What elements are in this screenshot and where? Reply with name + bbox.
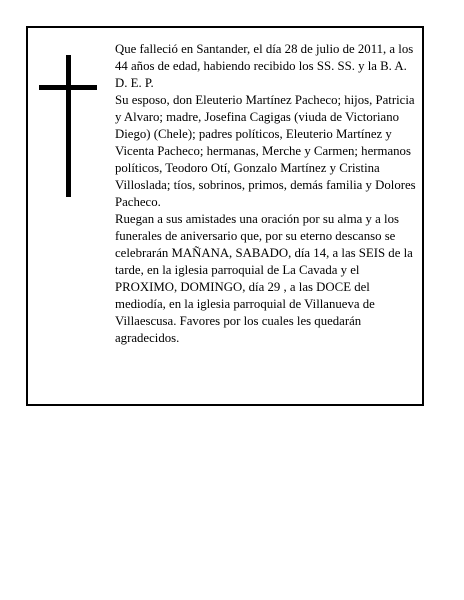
cross-icon: [39, 55, 97, 197]
obituary-notice: [26, 26, 424, 406]
notice-dep: D. E. P.: [115, 76, 154, 90]
notice-opening: Que falleció en Santander, el día 28 de julio de 2011, a los 44 años de edad, habiendo recibido los SS. SS. y la B. A.: [115, 42, 414, 73]
cross-vertical-bar: [66, 55, 71, 197]
cross-horizontal-bar: [39, 85, 97, 90]
notice-family: Su esposo, don Eleuterio Martínez Pacheco; hijos, Patricia y Alvaro; madre, Josefina Cagigas (viuda de Victoriano Diego) (Chele); padres políticos, Eleuterio Martínez y Vicenta Pacheco; hermanas, Merche y Carmen; hermanos políticos, Teodoro Otí, Gonzalo Martínez y Cristina Villoslada; tíos, sobrinos, primos, demás familia y Dolores Pacheco.: [115, 93, 416, 209]
notice-request: Ruegan a sus amistades una oración por su alma y a los funerales de aniversario que, por su eterno descanso se celebrarán MAÑANA, SABADO, día 14, a las SEIS de la tarde, en la iglesia parroquial de La Cavada y el PROXIMO, DOMINGO, día 29 , a las DOCE del mediodía, en la iglesia parroquial de Villanueva de Villaescusa. Favores por los cuales les quedarán agradecidos.: [115, 212, 413, 345]
notice-text: [115, 41, 423, 347]
